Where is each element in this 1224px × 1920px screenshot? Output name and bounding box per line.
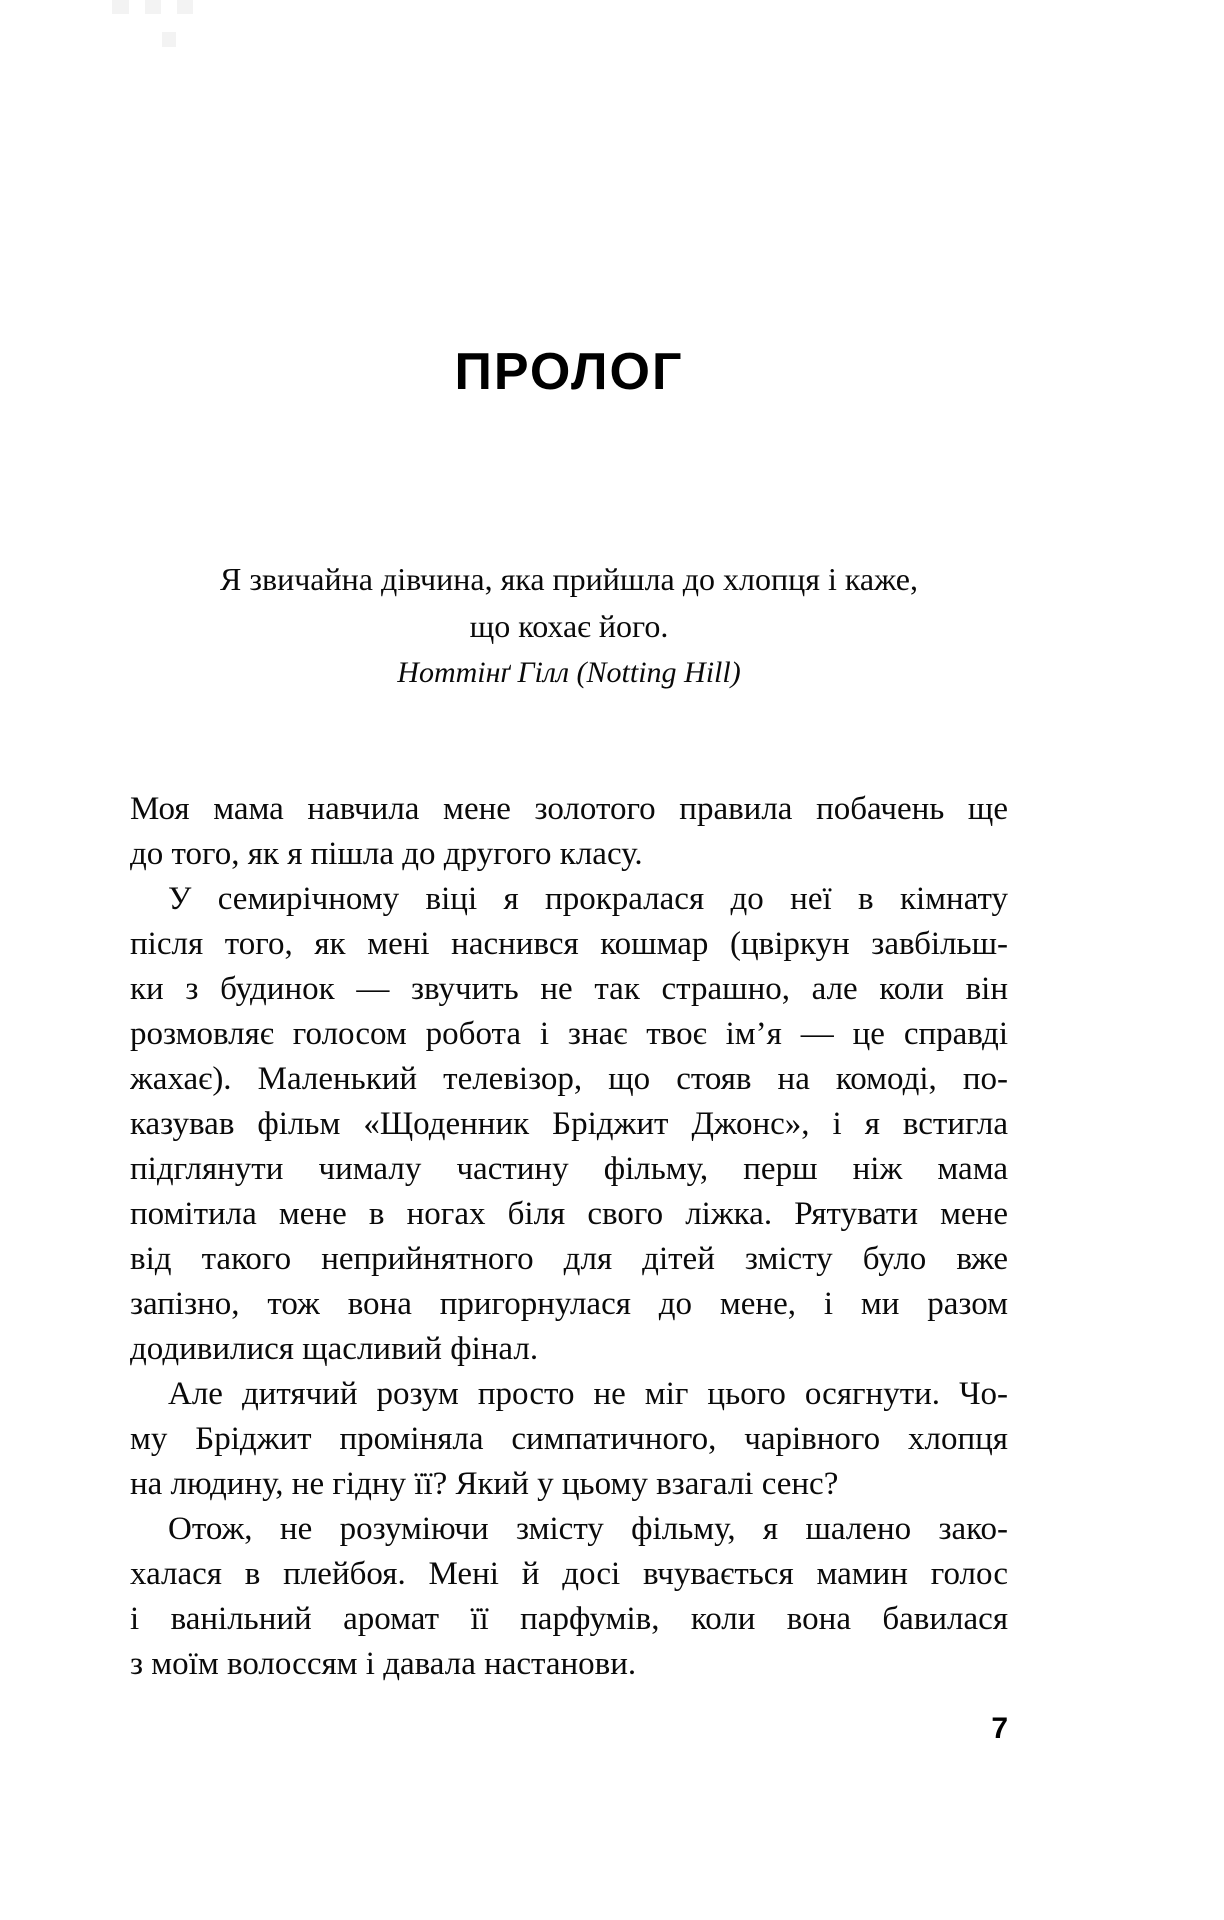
body-line: халася в плейбоя. Мені й досі вчувається мамин голос (130, 1556, 1008, 1592)
page-number: 7 (991, 1712, 1008, 1745)
epigraph-line: Я звичайна дівчина, яка прийшла до хлопця і каже, (219, 561, 918, 597)
epigraph (130, 556, 1008, 650)
body-line: запізно, тож вона пригорнулася до мене, і ми разом (130, 1286, 1008, 1322)
body-line: У семирічному віці я прокралася до неї в кімнату (168, 881, 1008, 917)
body-line: Отож, не розуміючи змісту фільму, я шалено зако- (168, 1511, 1008, 1547)
scan-artifact (177, 0, 193, 14)
body-line: помітила мене в ногах біля свого ліжка. Рятувати мене (130, 1196, 1008, 1232)
scan-artifact (112, 0, 129, 14)
body-line: Моя мама навчила мене золотого правила побачень ще (130, 791, 1008, 827)
body-line: жахає). Маленький телевізор, що стояв на комоді, по- (130, 1061, 1008, 1097)
body-line: казував фільм «Щоденник Бріджит Джонс», і я встигла (130, 1106, 1008, 1142)
body-line: від такого неприйнятного для дітей змісту було вже (130, 1241, 1008, 1277)
body-line: і ванільний аромат її парфумів, коли вона бавилася (130, 1601, 1008, 1637)
body-line: після того, як мені наснився кошмар (цвіркун завбільш- (130, 926, 1008, 962)
body-line: додивилися щасливий фінал. (130, 1331, 539, 1367)
body-line: до того, як я пішла до другого класу. (130, 836, 643, 872)
epigraph-attribution: Ноттінґ Гілл (Notting Hill) (397, 656, 741, 689)
body-line: з моїм волоссям і давала настанови. (130, 1646, 637, 1682)
scan-artifact (162, 32, 176, 47)
chapter-title: ПРОЛОГ (454, 343, 684, 401)
body-text (130, 787, 1008, 1687)
body-line: на людину, не гідну її? Який у цьому взагалі сенс? (130, 1466, 839, 1502)
body-line: підглянути чималу частину фільму, перш ніж мама (130, 1151, 1008, 1187)
scan-artifact (145, 0, 161, 14)
body-line: Але дитячий розум просто не міг цього осягнути. Чо- (168, 1376, 1008, 1412)
epigraph-line: що кохає його. (469, 608, 669, 644)
body-line: розмовляє голосом робота і знає твоє ім’я — це справді (130, 1016, 1008, 1052)
body-line: му Бріджит проміняла симпатичного, чарівного хлопця (130, 1421, 1008, 1457)
body-line: ки з будинок — звучить не так страшно, але коли він (130, 971, 1008, 1007)
